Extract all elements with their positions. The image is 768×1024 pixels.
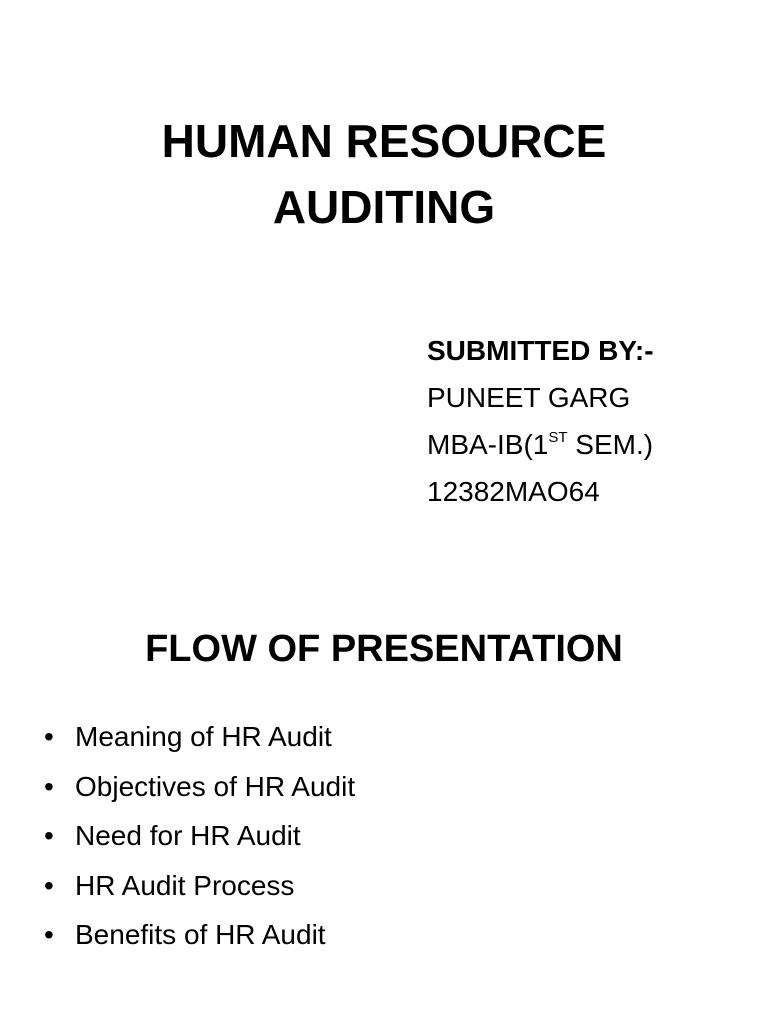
- list-item-text: Benefits of HR Audit: [75, 919, 326, 950]
- list-item-text: Meaning of HR Audit: [75, 721, 332, 752]
- title-line-1: HUMAN RESOURCE: [161, 115, 607, 167]
- roll-number: 12382MAO64: [427, 476, 600, 507]
- flow-title: FLOW OF PRESENTATION: [145, 628, 623, 670]
- bullet-icon: •: [44, 919, 54, 950]
- submitted-by-block: [427, 327, 654, 515]
- flow-slide: [0, 576, 768, 1024]
- course-superscript: ST: [548, 429, 568, 446]
- list-item: [44, 861, 355, 911]
- bullet-icon: •: [44, 869, 54, 901]
- course-line: [427, 421, 654, 468]
- list-item: [44, 811, 355, 861]
- list-item: [44, 910, 355, 960]
- bullet-icon: •: [44, 721, 54, 752]
- flow-list: [44, 712, 355, 960]
- course-suffix: SEM.): [567, 429, 654, 460]
- slide-title: [0, 108, 768, 240]
- list-item: [44, 712, 355, 762]
- list-item-text: Need for HR Audit: [75, 820, 301, 851]
- list-item: [44, 762, 355, 812]
- list-item-text: HR Audit Process: [75, 869, 295, 901]
- bullet-icon: •: [44, 820, 54, 851]
- bullet-icon: •: [44, 770, 54, 802]
- list-item-text: Objectives of HR Audit: [75, 770, 356, 802]
- submitted-by-label: SUBMITTED BY:-: [427, 335, 654, 366]
- title-line-2: AUDITING: [272, 181, 496, 233]
- student-name: PUNEET GARG: [427, 382, 631, 413]
- course-prefix: MBA-IB(1: [427, 429, 549, 460]
